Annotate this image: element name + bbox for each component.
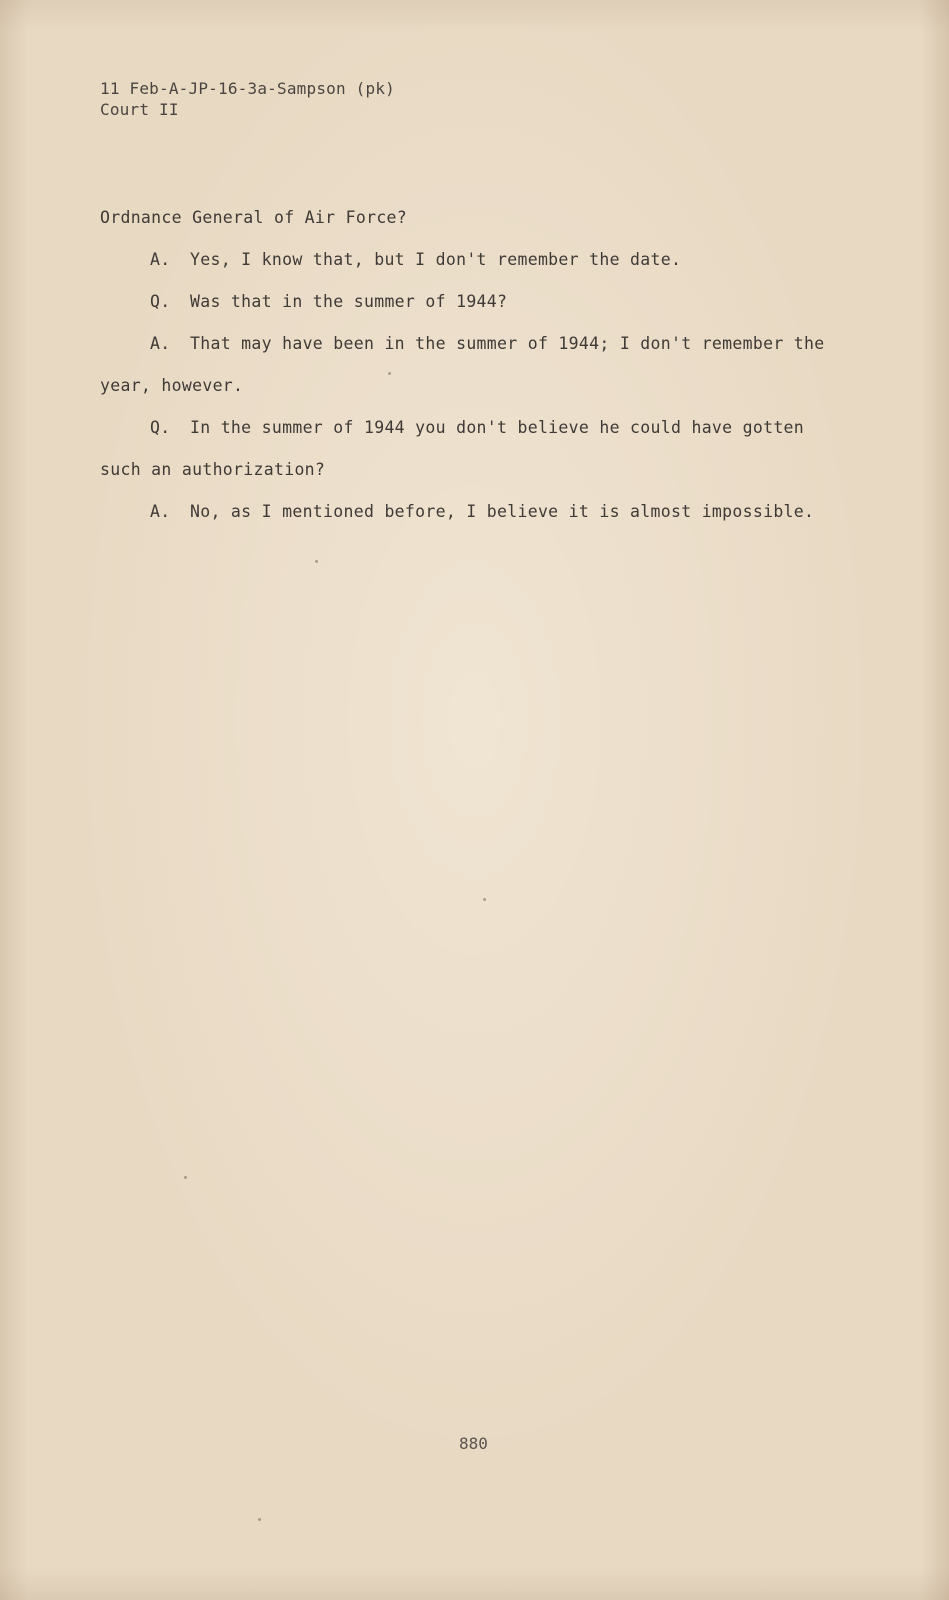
entry-text: Yes, I know that, but I don't remember the date. <box>190 250 682 269</box>
entry-continuation: such an authorization? <box>100 460 326 479</box>
speaker-marker: A. <box>150 250 171 269</box>
speaker-marker: Q. <box>150 292 171 311</box>
continuation-line: Ordnance General of Air Force? <box>100 208 408 227</box>
speaker-marker: Q. <box>150 418 171 437</box>
transcript-entry <box>150 502 814 521</box>
transcript-entry <box>150 334 825 353</box>
paper-speck <box>315 560 318 563</box>
transcript-entry <box>150 250 681 269</box>
paper-speck <box>184 1176 187 1179</box>
transcript-entry <box>150 418 804 437</box>
paper-speck <box>258 1518 261 1521</box>
transcript-entry <box>150 292 507 311</box>
header-court: Court II <box>100 100 179 119</box>
document-header <box>100 78 395 120</box>
entry-text: In the summer of 1944 you don't believe he could have gotten <box>190 418 805 437</box>
header-reference: 11 Feb-A-JP-16-3a-Sampson (pk) <box>100 79 395 98</box>
paper-speck <box>483 898 486 901</box>
entry-text: Was that in the summer of 1944? <box>190 292 508 311</box>
entry-text: That may have been in the summer of 1944; I don't remember the <box>190 334 825 353</box>
page-number: 880 <box>459 1434 488 1453</box>
entry-text: No, as I mentioned before, I believe it is almost impossible. <box>190 502 815 521</box>
paper-speck <box>388 372 391 375</box>
entry-continuation: year, however. <box>100 376 244 395</box>
speaker-marker: A. <box>150 502 171 521</box>
speaker-marker: A. <box>150 334 171 353</box>
